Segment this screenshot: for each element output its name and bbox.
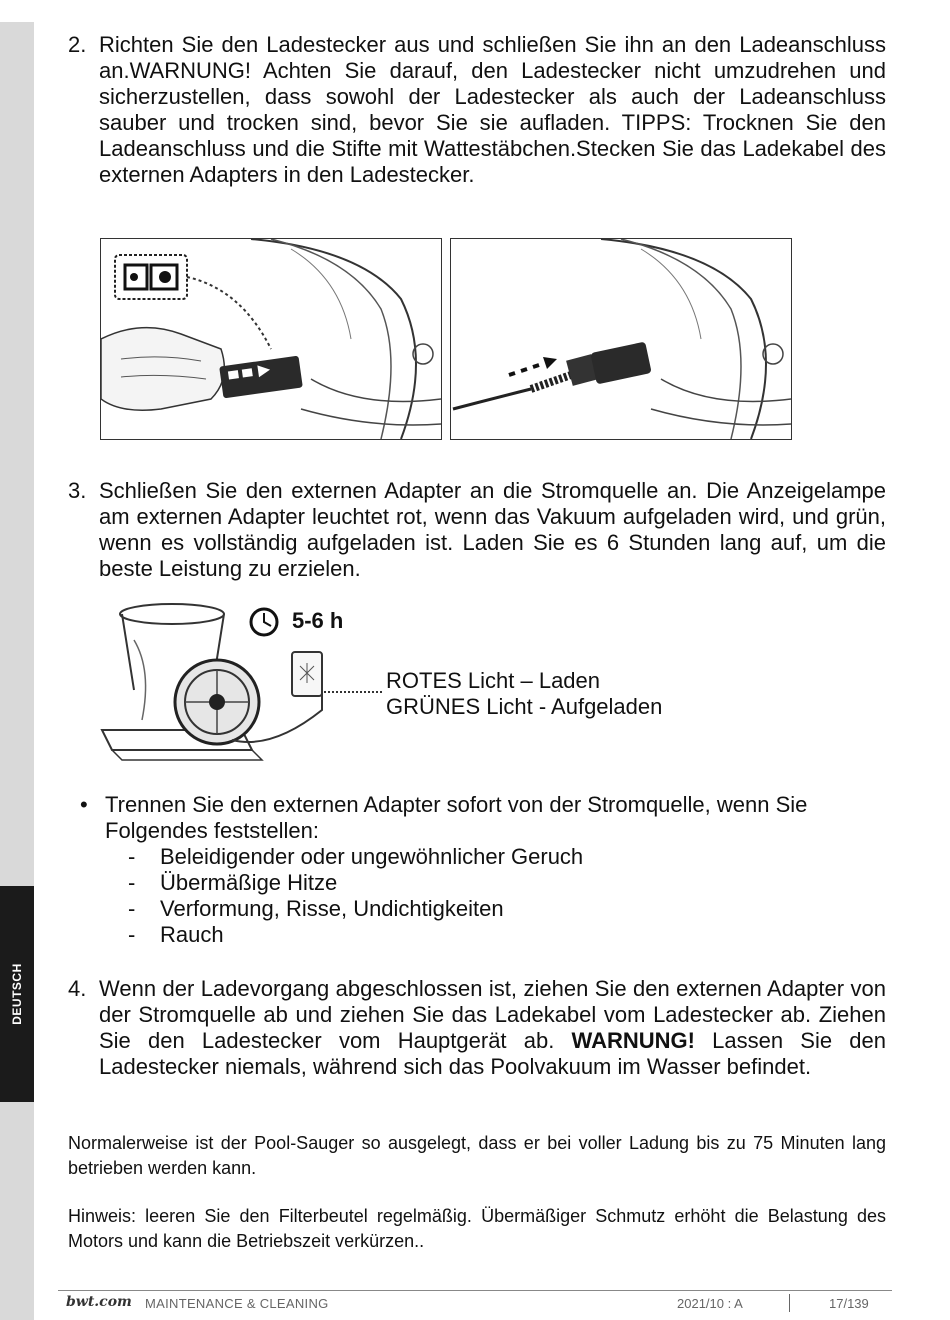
hint-note: Hinweis: leeren Sie den Filterbeutel regelmäßig. Übermäßiger Schmutz erhöht die Belastung des Motors und kann die Betriebszeit verkürzen..: [68, 1206, 886, 1251]
step-number: 4.: [68, 976, 87, 1001]
step-number: 3.: [68, 478, 87, 503]
step-3: [68, 478, 911, 582]
footer-page-number: 17/139: [829, 1296, 869, 1311]
footer-revision: 2021/10 : A: [677, 1296, 743, 1311]
step-text: Richten Sie den Ladestecker aus und schließen Sie ihn an den Ladeanschluss an.WARNUNG! Achten Sie darauf, den Ladestecker nicht umzudrehen und sicherzustellen, dass sowohl der Ladestecker als auch der Ladeanschluss sauber und trocken sind, bevor Sie sie aufladen. TIPPS: Trocknen Sie den Ladeanschluss und die Stifte mit Wattestäbchen.Stecken Sie das Ladekabel des externen Adapters in den Ladestecker.: [99, 32, 886, 187]
legend-red-light: ROTES Licht – Laden: [386, 668, 601, 693]
list-item: - Übermäßige Hitze: [80, 870, 886, 896]
step-number: 2.: [68, 32, 87, 57]
list-item: - Verformung, Risse, Undichtigkeiten: [80, 896, 886, 922]
step-text: Schließen Sie den externen Adapter an die Stromquelle an. Die Anzeigelampe am externen Adapter leuchtet rot, wenn das Vakuum aufgeladen wird, und grün, wenn es vollständig aufgeladen ist. Laden Sie es 6 Stunden lang auf, um die beste Leistung zu erzielen.: [99, 478, 911, 581]
sidebar-strip: [0, 22, 34, 1320]
step-text-after: Lassen Sie den Ladestecker niemals, während sich das Poolvakuum im Wasser befindet.: [99, 1028, 887, 1079]
charging-light-legend: [386, 668, 662, 720]
warning-intro: Trennen Sie den externen Adapter sofort von der Stromquelle, wenn Sie Folgendes feststellen:: [105, 792, 808, 843]
legend-green-light: GRÜNES Licht - Aufgeladen: [386, 694, 663, 719]
charging-illustration: [92, 600, 382, 770]
language-tab-label: DEUTSCH: [10, 963, 24, 1025]
footer-section-title: MAINTENANCE & CLEANING: [145, 1296, 329, 1311]
step-4: [68, 976, 886, 1080]
disconnect-warning-list: [80, 792, 886, 948]
warning-label: WARNUNG!: [571, 1028, 695, 1053]
step-text-before: Wenn der Ladevorgang abgeschlossen ist, ziehen Sie den externen Adapter von der Stromquelle ab und ziehen Sie das Ladekabel vom Ladestecker ab. Ziehen Sie den Ladestecker vom Hauptgerät ab.: [99, 976, 886, 1053]
runtime-note: Normalerweise ist der Pool-Sauger so ausgelegt, dass er bei voller Ladung bis zu 75 Minuten lang betrieben werden kann.: [68, 1133, 886, 1178]
plug-connection-illustration: [100, 238, 442, 440]
warning-items: [80, 844, 886, 948]
footer-separator: [789, 1294, 790, 1312]
cable-connection-illustration: [450, 238, 792, 440]
step-text: [99, 976, 886, 1080]
footer-divider: [58, 1290, 892, 1291]
footer-logo: bwt.com: [66, 1294, 132, 1310]
list-item: - Beleidigender oder ungewöhnlicher Geruch: [80, 844, 886, 870]
bullet-icon: •: [80, 792, 88, 817]
step-2: [68, 32, 886, 188]
charging-time-label: 5-6 h: [292, 608, 344, 633]
list-item: - Rauch: [80, 922, 886, 948]
